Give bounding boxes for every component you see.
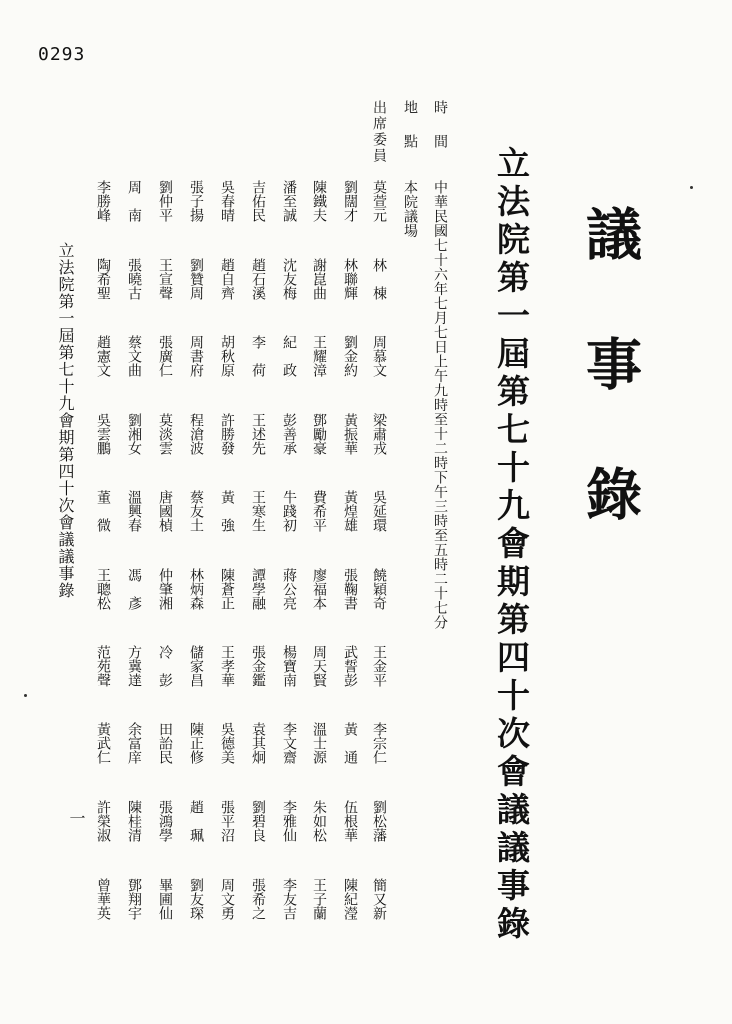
attendee-name: 蔡文曲 bbox=[126, 335, 142, 377]
attendee-name: 周慕文 bbox=[371, 335, 387, 377]
place-value: 本院議場 bbox=[402, 180, 418, 238]
attendee-name: 王耀漳 bbox=[311, 335, 327, 377]
attendee-name: 林聯輝 bbox=[342, 258, 358, 300]
attendee-name: 簡又新 bbox=[371, 878, 387, 920]
attendee-name: 劉友琛 bbox=[188, 878, 204, 920]
scan-speck bbox=[690, 186, 693, 189]
attendee-name: 蔣公亮 bbox=[281, 568, 297, 610]
session-subtitle: 立法院第一屆第七十九會期第四十次會議議事錄 bbox=[492, 146, 531, 944]
attendee-name: 張希之 bbox=[250, 878, 266, 920]
attendee-name: 李文齋 bbox=[281, 722, 297, 764]
attendee-name: 王子蘭 bbox=[311, 878, 327, 920]
place-label: 地點 bbox=[402, 100, 418, 168]
attendee-name: 陳正修 bbox=[188, 722, 204, 764]
attendee-name: 程滄波 bbox=[188, 413, 204, 455]
attendee-name: 鄧勵豪 bbox=[311, 413, 327, 455]
attendee-name: 朱如松 bbox=[311, 800, 327, 842]
attendee-name: 吳延環 bbox=[371, 490, 387, 532]
attendee-name: 蔡友土 bbox=[188, 490, 204, 532]
attendee-name: 仲肇湘 bbox=[157, 568, 173, 610]
attendee-name: 王述先 bbox=[250, 413, 266, 455]
attendee-name: 鄧翔宇 bbox=[126, 878, 142, 920]
attendee-name: 李勝峰 bbox=[95, 180, 111, 222]
attendee-name: 劉贊周 bbox=[188, 258, 204, 300]
attendee-name: 謝崑曲 bbox=[311, 258, 327, 300]
attendee-name: 溫興春 bbox=[126, 490, 142, 532]
attendee-name: 劉湘女 bbox=[126, 413, 142, 455]
attendee-name: 周南 bbox=[126, 180, 142, 236]
footer-running-title: 立法院第一屆第七十九會期第四十次會議議事錄 bbox=[56, 242, 75, 599]
attendee-name: 黃煌雄 bbox=[342, 490, 358, 532]
archive-page-id: 0293 bbox=[38, 44, 86, 65]
attendee-name: 董微 bbox=[95, 490, 111, 546]
attendee-name: 吉佑民 bbox=[250, 180, 266, 222]
attendee-name: 吳春晴 bbox=[219, 180, 235, 222]
attendee-name: 李荷 bbox=[250, 335, 266, 391]
attendee-name: 廖福本 bbox=[311, 568, 327, 610]
attendee-name: 溫士源 bbox=[311, 722, 327, 764]
attendee-name: 周天賢 bbox=[311, 645, 327, 687]
attendee-name: 張平沼 bbox=[219, 800, 235, 842]
attendee-name: 武誓彭 bbox=[342, 645, 358, 687]
attendee-name: 吳雲鵬 bbox=[95, 413, 111, 455]
attendee-name: 黃振華 bbox=[342, 413, 358, 455]
attendee-name: 梁肅戎 bbox=[371, 413, 387, 455]
attendee-name: 王寒生 bbox=[250, 490, 266, 532]
attendee-name: 黃武仁 bbox=[95, 722, 111, 764]
attendee-name: 李雅仙 bbox=[281, 800, 297, 842]
attendee-name: 費希平 bbox=[311, 490, 327, 532]
attendee-name: 陳鐵夫 bbox=[311, 180, 327, 222]
attendee-name: 彭善承 bbox=[281, 413, 297, 455]
attendee-name: 伍根華 bbox=[342, 800, 358, 842]
attendee-name: 林炳森 bbox=[188, 568, 204, 610]
attendee-name: 王孝華 bbox=[219, 645, 235, 687]
attendee-name: 林棟 bbox=[371, 258, 387, 314]
attendee-name: 周書府 bbox=[188, 335, 204, 377]
attendee-name: 陳紀瀅 bbox=[342, 878, 358, 920]
attendee-name: 趙石溪 bbox=[250, 258, 266, 300]
attendee-name: 趙憲文 bbox=[95, 335, 111, 377]
attendee-name: 楊寶南 bbox=[281, 645, 297, 687]
time-label: 時間 bbox=[432, 100, 448, 168]
scan-speck bbox=[24, 694, 27, 697]
attendee-name: 周文勇 bbox=[219, 878, 235, 920]
attendee-name: 畢圃仙 bbox=[157, 878, 173, 920]
attendee-name: 劉松藩 bbox=[371, 800, 387, 842]
attendee-name: 劉仲平 bbox=[157, 180, 173, 222]
attendee-name: 陳桂清 bbox=[126, 800, 142, 842]
attendee-name: 范苑聲 bbox=[95, 645, 111, 687]
attendee-name: 陶希聖 bbox=[95, 258, 111, 300]
page-number: 一 bbox=[67, 810, 86, 826]
attendee-name: 沈友梅 bbox=[281, 258, 297, 300]
attendee-name: 張鴻學 bbox=[157, 800, 173, 842]
attendee-name: 許榮淑 bbox=[95, 800, 111, 842]
attendee-name: 紀政 bbox=[281, 335, 297, 391]
attendee-name: 冷彭 bbox=[157, 645, 173, 701]
attendee-name: 饒穎奇 bbox=[371, 568, 387, 610]
attendee-name: 方冀達 bbox=[126, 645, 142, 687]
attendee-name: 趙珮 bbox=[188, 800, 204, 856]
time-value: 中華民國七十六年七月七日上午九時至十二時下午三時至五時二十七分 bbox=[432, 180, 448, 630]
attendee-name: 張曉古 bbox=[126, 258, 142, 300]
attendee-name: 莫萱元 bbox=[371, 180, 387, 222]
attendee-name: 黃通 bbox=[342, 722, 358, 778]
attendee-name: 王聰松 bbox=[95, 568, 111, 610]
attendee-name: 胡秋原 bbox=[219, 335, 235, 377]
attendee-name: 吳德美 bbox=[219, 722, 235, 764]
attendee-name: 莫淡雲 bbox=[157, 413, 173, 455]
attendee-name: 張子揚 bbox=[188, 180, 204, 222]
attendees-label: 出席委員 bbox=[371, 100, 387, 164]
attendee-name: 劉金約 bbox=[342, 335, 358, 377]
attendee-name: 李友吉 bbox=[281, 878, 297, 920]
attendee-name: 馮彥 bbox=[126, 568, 142, 624]
attendee-name: 唐國楨 bbox=[157, 490, 173, 532]
attendee-name: 黃強 bbox=[219, 490, 235, 546]
attendee-name: 張廣仁 bbox=[157, 335, 173, 377]
attendee-name: 余富庠 bbox=[126, 722, 142, 764]
attendee-name: 王金平 bbox=[371, 645, 387, 687]
attendee-name: 田詒民 bbox=[157, 722, 173, 764]
attendee-name: 劉闊才 bbox=[342, 180, 358, 222]
attendee-name: 張金鑑 bbox=[250, 645, 266, 687]
attendee-name: 潘至誠 bbox=[281, 180, 297, 222]
attendee-name: 牛踐初 bbox=[281, 490, 297, 532]
attendee-name: 趙自齊 bbox=[219, 258, 235, 300]
attendee-name: 袁其炯 bbox=[250, 722, 266, 764]
attendee-name: 李宗仁 bbox=[371, 722, 387, 764]
attendee-name: 儲家昌 bbox=[188, 645, 204, 687]
attendee-name: 許勝發 bbox=[219, 413, 235, 455]
attendee-name: 陳蒼正 bbox=[219, 568, 235, 610]
attendee-name: 曾華英 bbox=[95, 878, 111, 920]
attendee-name: 張鞠書 bbox=[342, 568, 358, 610]
attendee-name: 劉碧良 bbox=[250, 800, 266, 842]
document-title: 議事錄 bbox=[577, 205, 643, 595]
attendee-name: 王宣聲 bbox=[157, 258, 173, 300]
attendee-name: 譚學融 bbox=[250, 568, 266, 610]
